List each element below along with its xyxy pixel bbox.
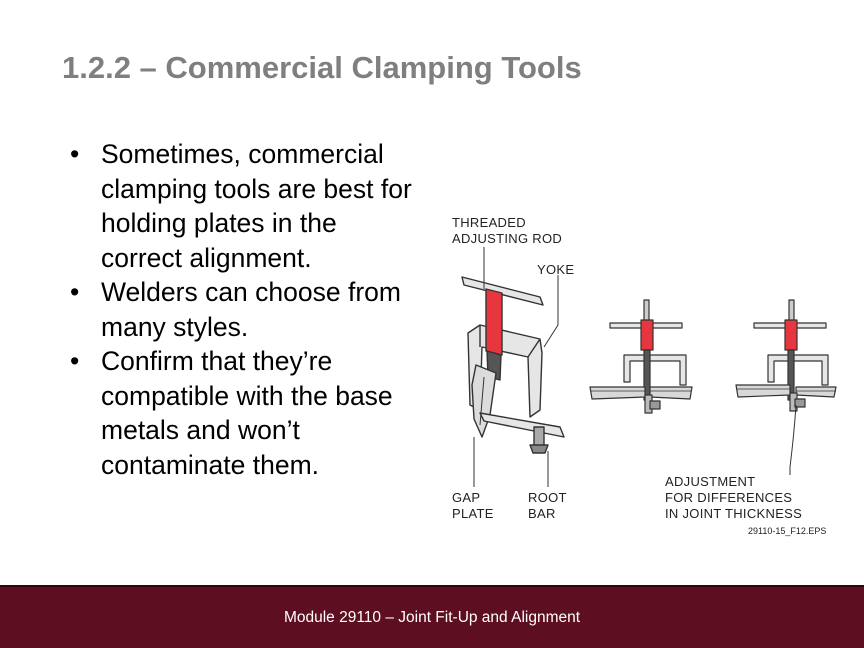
label-joint-thickness: IN JOINT THICKNESS [665, 506, 803, 521]
leader-lines [474, 247, 796, 487]
threaded-rod [785, 320, 797, 350]
middle-clamp [590, 300, 692, 413]
large-clamp [462, 277, 564, 453]
label-adjusting-rod: ADJUSTING ROD [452, 231, 563, 246]
bullet-item [70, 275, 450, 344]
bullet-line: Confirm that they’re [101, 346, 333, 376]
bullet-dot: • [70, 139, 80, 169]
bullet-dot: • [70, 346, 80, 376]
figure-code: 29110-15_F12.EPS [748, 526, 827, 536]
label-yoke: YOKE [537, 262, 575, 277]
base-plate [590, 387, 645, 399]
bullet-item [70, 344, 450, 482]
label-plate: PLATE [452, 506, 494, 521]
yoke-frame [624, 355, 686, 385]
base-plate [736, 385, 790, 397]
bullet-list [70, 137, 450, 482]
threaded-rod [486, 289, 502, 355]
bullet-item [70, 137, 450, 275]
yoke-frame [768, 355, 828, 385]
slide-title: 1.2.2 – Commercial Clamping Tools [62, 50, 582, 85]
clamp-illustration [440, 205, 864, 545]
bullet-line: Welders can choose from [101, 277, 401, 307]
gap-plate [472, 365, 496, 437]
bullet-dot: • [70, 277, 80, 307]
bullet-line: many styles. [101, 311, 249, 342]
clamp-figure [440, 205, 864, 545]
threaded-rod [641, 320, 653, 350]
label-for-differences: FOR DIFFERENCES [665, 490, 793, 505]
footer-bar [0, 585, 864, 648]
label-adjustment: ADJUSTMENT [665, 474, 756, 489]
bullet-line: metals and won’t [101, 415, 300, 445]
base-plate [650, 387, 692, 399]
right-clamp [736, 300, 836, 411]
label-bar: BAR [528, 506, 556, 521]
label-root: ROOT [528, 490, 567, 505]
bullet-line: Sometimes, commercial [101, 139, 384, 169]
root-bar [480, 413, 564, 437]
bullet-line: holding plates in the [101, 208, 337, 238]
bullet-line: correct alignment. [101, 242, 312, 273]
label-threaded: THREADED [452, 215, 526, 230]
bullet-line: compatible with the base [101, 380, 393, 411]
label-gap: GAP [452, 490, 481, 505]
bullet-line: clamping tools are best for [101, 173, 412, 204]
bullet-line: contaminate them. [101, 449, 320, 480]
footer-module-title: Module 29110 – Joint Fit-Up and Alignment [283, 609, 581, 626]
base-plate [796, 387, 836, 397]
